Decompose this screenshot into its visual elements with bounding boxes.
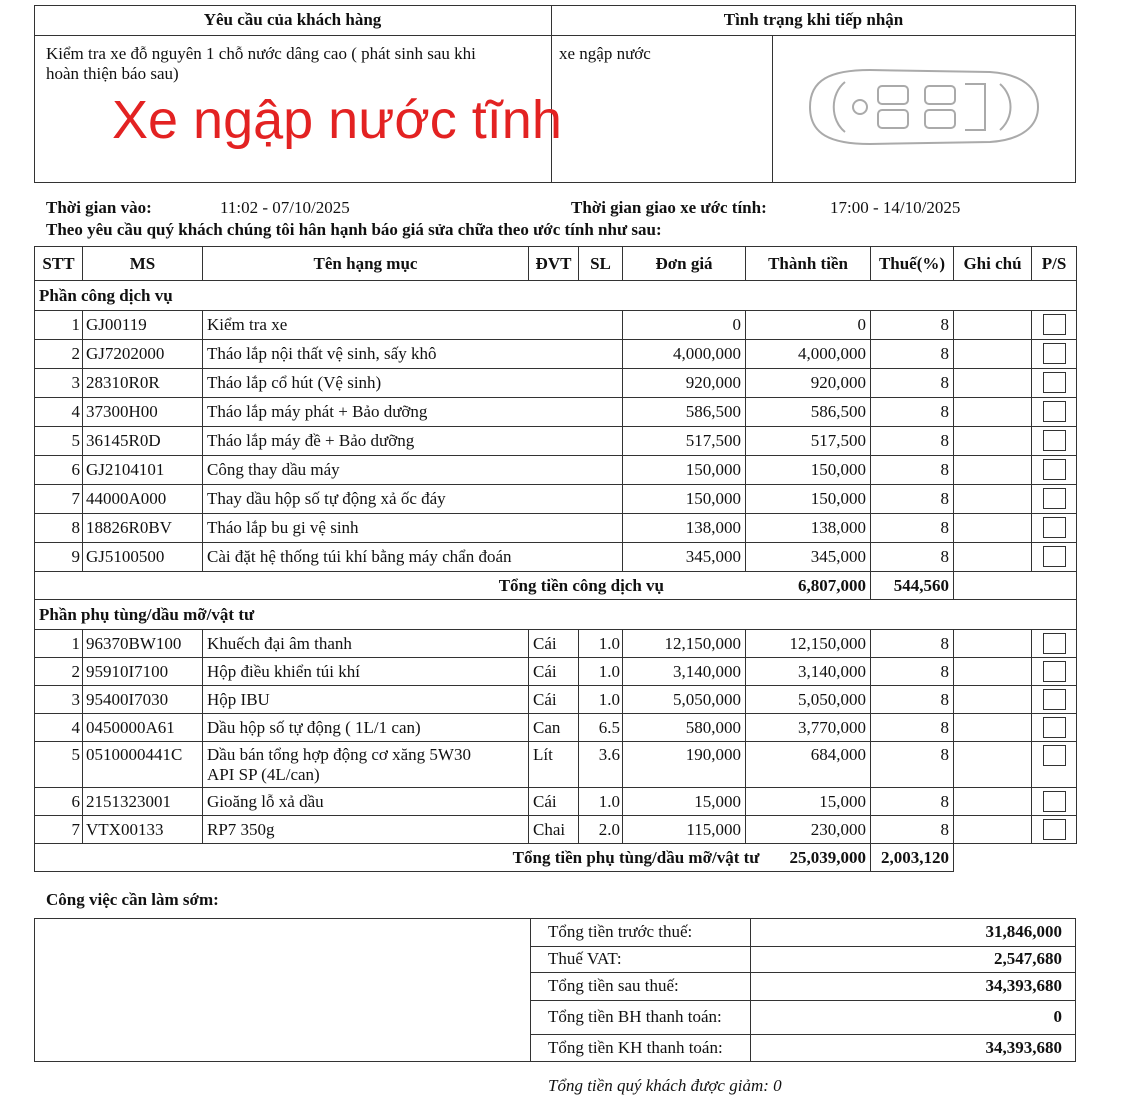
service-row xyxy=(35,311,1077,340)
row-amount: 150,000 xyxy=(746,456,871,485)
row-ps[interactable] xyxy=(1032,369,1077,398)
services-section-title: Phần công dịch vụ xyxy=(35,281,1077,311)
row-ps[interactable] xyxy=(1032,398,1077,427)
part-row xyxy=(35,658,1077,686)
row-unit xyxy=(529,340,579,369)
row-ms: 0450000A61 xyxy=(83,714,203,742)
row-qty xyxy=(579,456,623,485)
row-qty: 6.5 xyxy=(579,714,623,742)
row-qty xyxy=(579,311,623,340)
row-ms: 95400I7030 xyxy=(83,686,203,714)
row-qty xyxy=(579,340,623,369)
row-price: 150,000 xyxy=(623,456,746,485)
row-ps[interactable] xyxy=(1032,456,1077,485)
summary-value: 34,393,680 xyxy=(985,1038,1062,1057)
row-unit: Lít xyxy=(529,742,579,788)
row-tax: 8 xyxy=(871,485,954,514)
row-amount: 345,000 xyxy=(746,543,871,572)
row-amount: 15,000 xyxy=(746,788,871,816)
row-unit xyxy=(529,427,579,456)
row-stt: 5 xyxy=(35,427,83,456)
row-note xyxy=(954,742,1032,788)
row-ms: 37300H00 xyxy=(83,398,203,427)
row-unit xyxy=(529,485,579,514)
row-note xyxy=(954,369,1032,398)
service-row xyxy=(35,543,1077,572)
row-qty: 3.6 xyxy=(579,742,623,788)
customer-request-title: Yêu cầu của khách hàng xyxy=(203,10,382,29)
row-tax: 8 xyxy=(871,398,954,427)
row-price: 12,150,000 xyxy=(623,630,746,658)
row-ps[interactable] xyxy=(1032,742,1077,788)
row-ps[interactable] xyxy=(1032,658,1077,686)
early-work-label: Công việc cần làm sớm: xyxy=(46,890,219,909)
service-row xyxy=(35,369,1077,398)
row-stt: 6 xyxy=(35,456,83,485)
row-note xyxy=(954,456,1032,485)
row-note xyxy=(954,788,1032,816)
ps-checkbox[interactable] xyxy=(1043,517,1066,538)
service-row xyxy=(35,514,1077,543)
row-amount: 0 xyxy=(746,311,871,340)
ps-checkbox[interactable] xyxy=(1043,717,1066,738)
parts-total-row xyxy=(35,844,1077,872)
row-ms: 18826R0BV xyxy=(83,514,203,543)
ps-checkbox[interactable] xyxy=(1043,689,1066,710)
row-amount: 920,000 xyxy=(746,369,871,398)
summary-value: 34,393,680 xyxy=(985,976,1062,995)
row-name xyxy=(203,658,529,686)
row-unit: Cái xyxy=(529,686,579,714)
row-name: Kiểm tra xe xyxy=(203,311,529,340)
summary-label: Tổng tiền KH thanh toán: xyxy=(548,1038,723,1057)
row-note xyxy=(954,311,1032,340)
row-stt: 9 xyxy=(35,543,83,572)
row-ps[interactable] xyxy=(1032,714,1077,742)
row-stt: 4 xyxy=(35,398,83,427)
row-ms: 0510000441C xyxy=(83,742,203,788)
row-name-line1: RP7 350g xyxy=(207,819,275,839)
summary-row-divider xyxy=(530,946,1076,947)
row-tax: 8 xyxy=(871,427,954,456)
row-name: Cài đặt hệ thống túi khí bằng máy chẩn đoán xyxy=(203,543,529,572)
row-amount: 4,000,000 xyxy=(746,340,871,369)
table-header-row xyxy=(35,247,1077,281)
row-name-line1: Khuếch đại âm thanh xyxy=(207,633,352,653)
col-qty: SL xyxy=(579,247,623,281)
ps-checkbox[interactable] xyxy=(1043,791,1066,812)
row-name xyxy=(203,686,529,714)
row-price: 920,000 xyxy=(623,369,746,398)
row-ps[interactable] xyxy=(1032,514,1077,543)
row-ms: 36145R0D xyxy=(83,427,203,456)
row-amount: 230,000 xyxy=(746,816,871,844)
col-amount: Thành tiền xyxy=(746,247,871,281)
row-ms: GJ2104101 xyxy=(83,456,203,485)
row-ps[interactable] xyxy=(1032,543,1077,572)
part-row xyxy=(35,816,1077,844)
row-stt: 1 xyxy=(35,311,83,340)
row-stt: 1 xyxy=(35,630,83,658)
ps-checkbox[interactable] xyxy=(1043,661,1066,682)
col-ps: P/S xyxy=(1032,247,1077,281)
handwritten-note: Xe ngập nước tĩnh xyxy=(112,90,562,150)
row-ps[interactable] xyxy=(1032,816,1077,844)
parts-section-row xyxy=(35,600,1077,630)
row-unit xyxy=(529,514,579,543)
row-name xyxy=(203,714,529,742)
row-stt: 4 xyxy=(35,714,83,742)
ps-checkbox[interactable] xyxy=(1043,314,1066,335)
row-name-line1: Hộp IBU xyxy=(207,689,270,709)
row-note xyxy=(954,630,1032,658)
row-name: Tháo lắp cổ hút (Vệ sinh) xyxy=(203,369,529,398)
row-note xyxy=(954,485,1032,514)
row-tax: 8 xyxy=(871,658,954,686)
row-note xyxy=(954,658,1032,686)
row-amount: 5,050,000 xyxy=(746,686,871,714)
col-stt: STT xyxy=(35,247,83,281)
row-note xyxy=(954,427,1032,456)
part-row xyxy=(35,788,1077,816)
col-tax: Thuế(%) xyxy=(871,247,954,281)
time-out-value: 17:00 - 14/10/2025 xyxy=(830,198,961,217)
services-section-row xyxy=(35,281,1077,311)
row-ps[interactable] xyxy=(1032,427,1077,456)
services-total-tax: 544,560 xyxy=(871,572,954,600)
services-total-label: Tổng tiền công dịch vụ xyxy=(498,575,664,595)
row-ms: GJ00119 xyxy=(83,311,203,340)
row-ms: 95910I7100 xyxy=(83,658,203,686)
service-row xyxy=(35,427,1077,456)
row-price: 580,000 xyxy=(623,714,746,742)
row-price: 345,000 xyxy=(623,543,746,572)
row-ps[interactable] xyxy=(1032,630,1077,658)
row-amount: 684,000 xyxy=(746,742,871,788)
row-unit: Cái xyxy=(529,788,579,816)
row-qty: 1.0 xyxy=(579,686,623,714)
row-name xyxy=(203,742,529,788)
ps-checkbox[interactable] xyxy=(1043,633,1066,654)
parts-total-amount: 25,039,000 xyxy=(789,847,866,867)
summary-label: Tổng tiền BH thanh toán: xyxy=(548,1007,722,1026)
row-note xyxy=(954,340,1032,369)
row-tax: 8 xyxy=(871,630,954,658)
row-amount: 138,000 xyxy=(746,514,871,543)
summary-label: Thuế VAT: xyxy=(548,949,622,968)
summary-value: 2,547,680 xyxy=(994,949,1062,968)
row-price: 4,000,000 xyxy=(623,340,746,369)
row-price: 586,500 xyxy=(623,398,746,427)
row-tax: 8 xyxy=(871,816,954,844)
row-price: 115,000 xyxy=(623,816,746,844)
part-row xyxy=(35,686,1077,714)
row-price: 3,140,000 xyxy=(623,658,746,686)
row-tax: 8 xyxy=(871,742,954,788)
row-name: Tháo lắp bu gi vệ sinh xyxy=(203,514,529,543)
services-total-amount: 6,807,000 xyxy=(798,575,866,595)
row-tax: 8 xyxy=(871,514,954,543)
row-unit: Cái xyxy=(529,658,579,686)
row-ps[interactable] xyxy=(1032,340,1077,369)
ps-checkbox[interactable] xyxy=(1043,430,1066,451)
summary-row-divider xyxy=(530,1034,1076,1035)
row-note xyxy=(954,816,1032,844)
row-ms: GJ7202000 xyxy=(83,340,203,369)
row-note xyxy=(954,686,1032,714)
ps-checkbox[interactable] xyxy=(1043,372,1066,393)
row-ms: 44000A000 xyxy=(83,485,203,514)
row-amount: 12,150,000 xyxy=(746,630,871,658)
row-qty: 1.0 xyxy=(579,788,623,816)
row-qty xyxy=(579,427,623,456)
items-table xyxy=(34,246,1077,872)
row-stt: 5 xyxy=(35,742,83,788)
row-unit xyxy=(529,311,579,340)
row-qty: 1.0 xyxy=(579,630,623,658)
service-row xyxy=(35,456,1077,485)
row-amount: 3,770,000 xyxy=(746,714,871,742)
ps-checkbox[interactable] xyxy=(1043,745,1066,766)
row-stt: 2 xyxy=(35,658,83,686)
row-tax: 8 xyxy=(871,456,954,485)
col-name: Tên hạng mục xyxy=(203,247,529,281)
row-unit xyxy=(529,398,579,427)
row-ps[interactable] xyxy=(1032,686,1077,714)
parts-total-label: Tổng tiền phụ tùng/dầu mỡ/vật tư xyxy=(512,847,760,867)
row-stt: 7 xyxy=(35,485,83,514)
row-price: 0 xyxy=(623,311,746,340)
ps-checkbox[interactable] xyxy=(1043,343,1066,364)
row-stt: 6 xyxy=(35,788,83,816)
row-name: Tháo lắp máy đề + Bảo dưỡng xyxy=(203,427,529,456)
service-row xyxy=(35,340,1077,369)
row-unit xyxy=(529,543,579,572)
row-qty xyxy=(579,514,623,543)
row-tax: 8 xyxy=(871,340,954,369)
row-note xyxy=(954,714,1032,742)
row-unit: Can xyxy=(529,714,579,742)
summary-divider-left xyxy=(530,918,531,1062)
row-name: Thay dầu hộp số tự động xả ốc đáy xyxy=(203,485,529,514)
row-name: Tháo lắp nội thất vệ sinh, sấy khô xyxy=(203,340,529,369)
row-name xyxy=(203,788,529,816)
row-stt: 3 xyxy=(35,686,83,714)
row-ps[interactable] xyxy=(1032,788,1077,816)
row-ms: VTX00133 xyxy=(83,816,203,844)
row-tax: 8 xyxy=(871,369,954,398)
row-qty xyxy=(579,485,623,514)
row-price: 138,000 xyxy=(623,514,746,543)
row-name-line1: Hộp điều khiển túi khí xyxy=(207,661,360,681)
col-unit: ĐVT xyxy=(529,247,579,281)
row-amount: 586,500 xyxy=(746,398,871,427)
row-price: 5,050,000 xyxy=(623,686,746,714)
reception-status-text: xe ngập nước xyxy=(559,44,651,63)
row-name xyxy=(203,630,529,658)
part-row xyxy=(35,630,1077,658)
row-note xyxy=(954,514,1032,543)
ps-checkbox[interactable] xyxy=(1043,819,1066,840)
row-name xyxy=(203,816,529,844)
summary-row-divider xyxy=(530,972,1076,973)
row-qty xyxy=(579,398,623,427)
ps-checkbox[interactable] xyxy=(1043,459,1066,480)
row-tax: 8 xyxy=(871,311,954,340)
row-tax: 8 xyxy=(871,543,954,572)
row-name-line1: Gioăng lỗ xả dầu xyxy=(207,791,324,811)
row-name-line1: Dầu bán tổng hợp động cơ xăng 5W30 xyxy=(207,745,471,764)
row-qty xyxy=(579,543,623,572)
row-amount: 150,000 xyxy=(746,485,871,514)
row-ms: 28310R0R xyxy=(83,369,203,398)
customer-request-text-2: hoàn thiện báo sau) xyxy=(46,64,179,83)
ps-checkbox[interactable] xyxy=(1043,488,1066,509)
row-name: Tháo lắp máy phát + Bảo dưỡng xyxy=(203,398,529,427)
reception-status-title: Tình trạng khi tiếp nhận xyxy=(723,10,904,29)
summary-label: Tổng tiền trước thuế: xyxy=(548,922,693,941)
row-ms: 96370BW100 xyxy=(83,630,203,658)
discount-text: Tổng tiền quý khách được giảm: 0 xyxy=(548,1076,782,1095)
row-ps[interactable] xyxy=(1032,311,1077,340)
row-stt: 8 xyxy=(35,514,83,543)
parts-total-tax: 2,003,120 xyxy=(871,844,954,872)
summary-value: 31,846,000 xyxy=(985,922,1062,941)
row-unit: Chai xyxy=(529,816,579,844)
row-name-line2: API SP (4L/can) xyxy=(207,765,320,784)
row-unit xyxy=(529,456,579,485)
row-amount: 517,500 xyxy=(746,427,871,456)
row-qty: 1.0 xyxy=(579,658,623,686)
time-out-label: Thời gian giao xe ước tính: xyxy=(571,198,767,217)
row-unit: Cái xyxy=(529,630,579,658)
row-price: 150,000 xyxy=(623,485,746,514)
row-tax: 8 xyxy=(871,788,954,816)
services-total-row xyxy=(35,572,1077,600)
row-stt: 2 xyxy=(35,340,83,369)
parts-section-title: Phần phụ tùng/dầu mỡ/vật tư xyxy=(35,600,1077,630)
row-amount: 3,140,000 xyxy=(746,658,871,686)
ps-checkbox[interactable] xyxy=(1043,546,1066,567)
row-price: 517,500 xyxy=(623,427,746,456)
col-note: Ghi chú xyxy=(954,247,1032,281)
car-image-divider xyxy=(772,35,773,183)
row-qty xyxy=(579,369,623,398)
summary-value: 0 xyxy=(1053,1007,1062,1026)
row-qty: 2.0 xyxy=(579,816,623,844)
row-tax: 8 xyxy=(871,714,954,742)
col-ms: MS xyxy=(83,247,203,281)
row-ms: GJ5100500 xyxy=(83,543,203,572)
row-ms: 2151323001 xyxy=(83,788,203,816)
row-price: 15,000 xyxy=(623,788,746,816)
car-diagram-icon xyxy=(800,62,1045,152)
part-row xyxy=(35,742,1077,788)
part-row xyxy=(35,714,1077,742)
header-divider xyxy=(34,35,1076,36)
row-unit xyxy=(529,369,579,398)
col-price: Đơn giá xyxy=(623,247,746,281)
time-in-label: Thời gian vào: xyxy=(46,198,152,217)
row-stt: 7 xyxy=(35,816,83,844)
row-tax: 8 xyxy=(871,686,954,714)
row-name: Công thay dầu máy xyxy=(203,456,529,485)
row-price: 190,000 xyxy=(623,742,746,788)
customer-request-text: Kiểm tra xe đỗ nguyên 1 chỗ nước dâng cao ( phát sinh sau khi xyxy=(46,44,476,63)
time-in-value: 11:02 - 07/10/2025 xyxy=(220,198,350,217)
row-ps[interactable] xyxy=(1032,485,1077,514)
intro-text: Theo yêu cầu quý khách chúng tôi hân hạnh báo giá sửa chữa theo ước tính như sau: xyxy=(46,220,662,239)
summary-label: Tổng tiền sau thuế: xyxy=(548,976,679,995)
row-note xyxy=(954,543,1032,572)
service-row xyxy=(35,485,1077,514)
summary-row-divider xyxy=(530,1000,1076,1001)
ps-checkbox[interactable] xyxy=(1043,401,1066,422)
service-row xyxy=(35,398,1077,427)
row-name-line1: Dầu hộp số tự động ( 1L/1 can) xyxy=(207,717,421,737)
row-stt: 3 xyxy=(35,369,83,398)
row-note xyxy=(954,398,1032,427)
